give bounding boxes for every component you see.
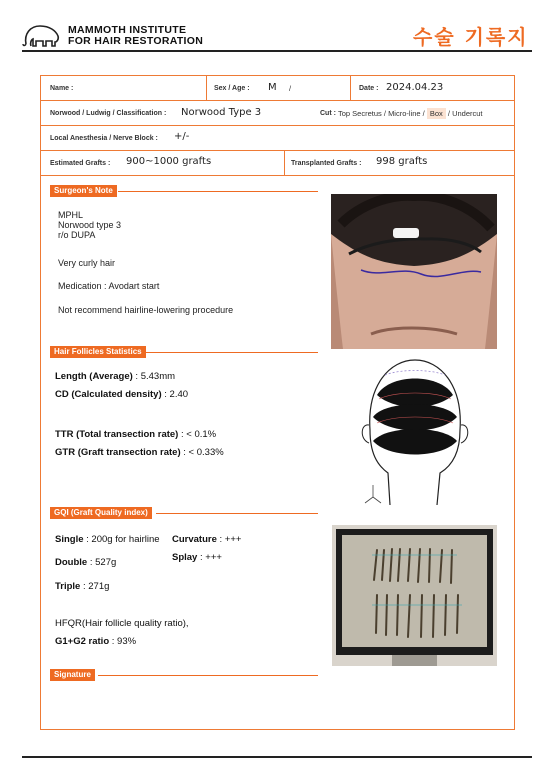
note-recommendation: Not recommend hairline-lowering procedure <box>58 305 234 315</box>
cut-option-top-secretus: Top Secretus <box>338 109 382 118</box>
gqi-splay: Splay : +++ <box>172 552 222 563</box>
cut-option-undercut: Undercut <box>452 109 483 118</box>
date-label: Date : <box>359 85 379 92</box>
statistics-tag: Hair Follicles Statistics <box>50 346 146 358</box>
row-divider <box>40 100 515 101</box>
classification-label: Norwood / Ludwig / Classification : <box>50 110 167 117</box>
section-line <box>118 191 318 192</box>
name-label: Name : <box>50 85 74 92</box>
transplanted-grafts-label: Transplanted Grafts : <box>291 160 362 167</box>
cut-option-micro-line: Micro-line <box>388 109 421 118</box>
gqi-triple: Triple : 271g <box>55 581 110 592</box>
section-line <box>156 513 318 514</box>
note-diagnosis: MPHL Norwood type 3 r/o DUPA <box>58 210 122 240</box>
signature-tag: Signature <box>50 669 95 681</box>
col-divider <box>284 150 285 175</box>
row-divider <box>40 125 515 126</box>
header-divider <box>22 50 532 52</box>
graft-sorting-photo <box>332 525 497 666</box>
estimated-grafts-value: 900~1000 grafts <box>126 156 212 167</box>
donor-area-diagram <box>355 355 475 505</box>
cut-option-box-selected: Box <box>427 108 446 119</box>
classification-value: Norwood Type 3 <box>181 107 262 118</box>
hfqr-ratio: G1+G2 ratio : 93% <box>55 636 137 647</box>
row-divider <box>40 150 515 151</box>
anesthesia-value: +/- <box>174 131 190 142</box>
cut-options: Top Secretus / Micro-line / Box / Undercut <box>338 109 483 118</box>
row-divider <box>40 175 515 176</box>
col-divider <box>206 75 207 100</box>
length-average: Length (Average) : 5.43mm <box>55 371 176 382</box>
footer-divider <box>22 756 532 758</box>
sex-value: M <box>268 82 277 93</box>
col-divider <box>350 75 351 100</box>
date-value: 2024.04.23 <box>386 82 444 93</box>
total-transection-rate: TTR (Total transection rate) : < 0.1% <box>55 429 217 440</box>
patient-hairline-photo <box>331 194 497 349</box>
institute-name: MAMMOTH INSTITUTE FOR HAIR RESTORATION <box>68 24 204 47</box>
sex-age-separator: / <box>289 84 292 93</box>
sex-age-label: Sex / Age : <box>214 85 250 92</box>
section-line <box>98 675 318 676</box>
hfqr-title: HFQR(Hair follicle quality ratio), <box>55 618 189 629</box>
gqi-curvature: Curvature : +++ <box>172 534 242 545</box>
estimated-grafts-label: Estimated Grafts : <box>50 160 111 167</box>
note-hair-type: Very curly hair <box>58 258 116 268</box>
cut-label: Cut : <box>320 110 336 117</box>
note-medication: Medication : Avodart start <box>58 281 160 291</box>
graft-transection-rate: GTR (Graft transection rate) : < 0.33% <box>55 447 224 458</box>
mammoth-logo-icon <box>22 22 64 48</box>
gqi-tag: GQI (Graft Quality index) <box>50 507 152 519</box>
transplanted-grafts-value: 998 grafts <box>376 156 428 167</box>
gqi-single: Single : 200g for hairline <box>55 534 160 545</box>
section-line <box>146 352 318 353</box>
surgeons-note-tag: Surgeon's Note <box>50 185 117 197</box>
gqi-double: Double : 527g <box>55 557 117 568</box>
anesthesia-label: Local Anesthesia / Nerve Block : <box>50 135 158 142</box>
page-title: 수술 기록지 <box>413 25 529 49</box>
calculated-density: CD (Calculated density) : 2.40 <box>55 389 189 400</box>
